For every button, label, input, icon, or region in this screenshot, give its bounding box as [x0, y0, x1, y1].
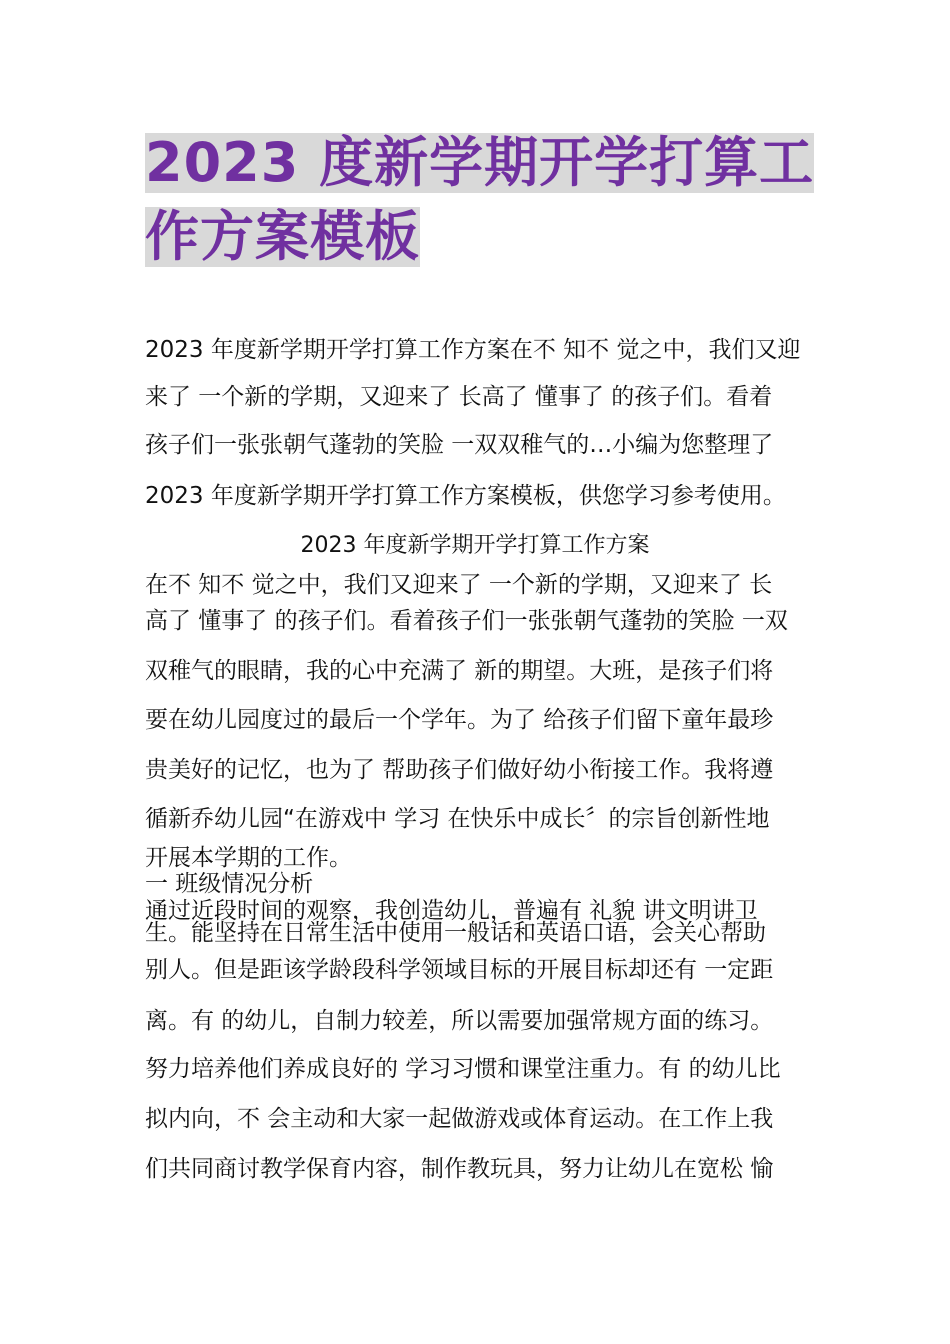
body-line: 高了 懂事了 的孩子们。看着孩子们一张张朝气蓬勃的笑脸 一双: [145, 608, 788, 634]
body-line: 开展本学期的工作。: [145, 845, 352, 871]
intro-line: 孩子们一张张朝气蓬勃的笑脸 一双双稚气的…小编为您整理了: [145, 432, 774, 458]
document-title-line-1: 2023 度新学期开学打算工: [145, 131, 815, 194]
body-line: 要在幼儿园度过的最后一个学年。为了 给孩子们留下童年最珍: [145, 707, 774, 733]
section-subtitle: 2023 年度新学期开学打算工作方案: [300, 533, 650, 558]
body-line: 努力培养他们养成良好的 学习习惯和课堂注重力。有 的幼儿比: [145, 1056, 781, 1082]
body-line: 们共同商讨教学保育内容，制作教玩具，努力让幼儿在宽松 愉: [145, 1156, 774, 1182]
body-line: 拟内向，不 会主动和大家一起做游戏或体育运动。在工作上我: [145, 1106, 774, 1132]
body-line: 离。有 的幼儿，自制力较差，所以需要加强常规方面的练习。: [145, 1008, 774, 1034]
intro-line: 来了 一个新的学期，又迎来了 长高了 懂事了 的孩子们。看着: [145, 384, 773, 410]
document-title-line-2: 作方案模板: [145, 205, 420, 268]
body-line: 生。能坚持在日常生活中使用一般话和英语口语，会关心帮助: [145, 920, 766, 946]
body-line: 双稚气的眼睛，我的心中充满了 新的期望。大班，是孩子们将: [145, 658, 774, 684]
intro-line: 2023 年度新学期开学打算工作方案在不 知不 觉之中，我们又迎: [145, 337, 801, 363]
body-line: 通过近段时间的观察，我创造幼儿，普遍有 礼貌 讲文明讲卫: [145, 898, 758, 924]
body-line: 循新乔幼儿园“在游戏中 学习 在快乐中成长〞的宗旨创新性地: [145, 806, 770, 832]
body-line: 在不 知不 觉之中，我们又迎来了 一个新的学期，又迎来了 长: [145, 572, 773, 598]
body-line: 别人。但是距该学龄段科学领域目标的开展目标却还有 一定距: [145, 957, 774, 983]
body-line: 贵美好的记忆，也为了 帮助孩子们做好幼小衔接工作。我将遵: [145, 757, 774, 783]
section-heading: 一 班级情况分析: [145, 871, 314, 897]
intro-line: 2023 年度新学期开学打算工作方案模板，供您学习参考使用。: [145, 483, 786, 509]
